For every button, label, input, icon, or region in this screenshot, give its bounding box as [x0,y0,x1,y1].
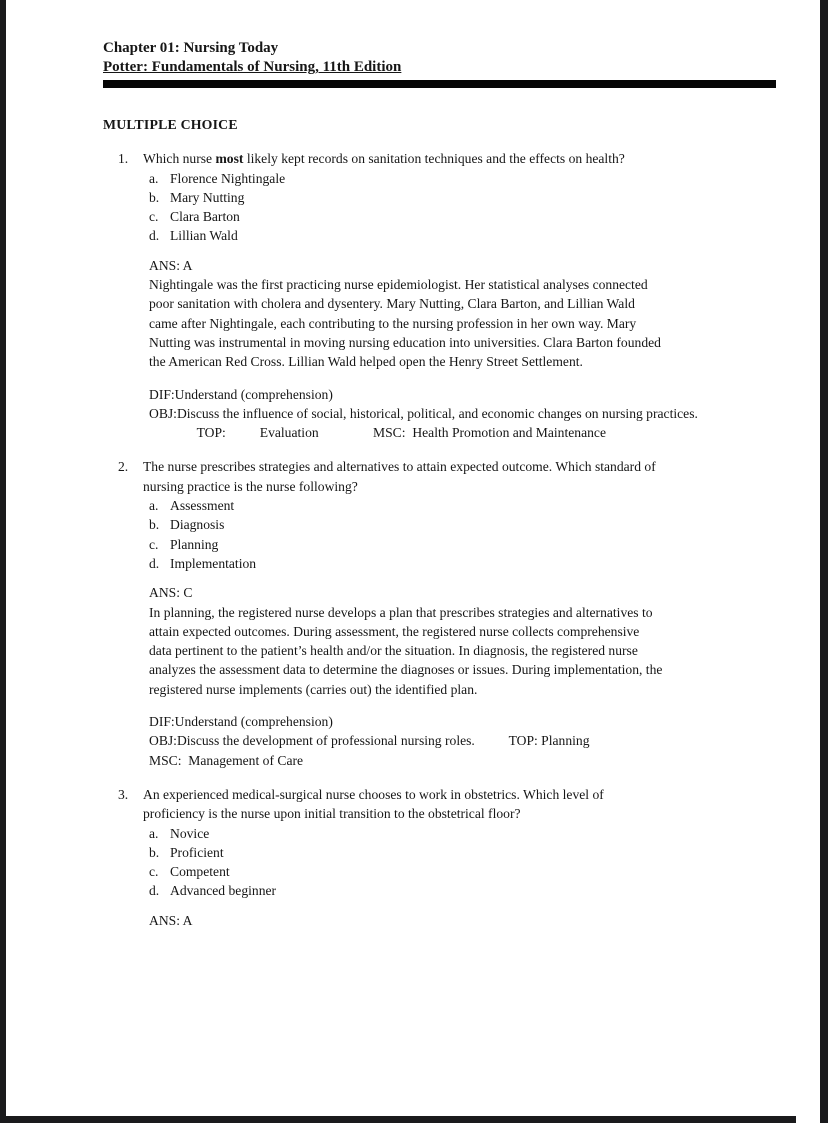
stem-text: The nurse prescribes strategies and alternatives to attain expected outcome. Which standard of [143,459,656,475]
option-text: Mary Nutting [170,189,245,205]
answer-label: ANS: C [149,585,193,601]
answer-block [149,256,776,372]
stem-text: proficiency is the nurse upon initial transition to the obstetrical floor? [143,806,521,822]
rationale-line: Nightingale was the first practicing nurse epidemiologist. Her statistical analyses connected [149,277,648,293]
book-title: Potter: Fundamentals of Nursing, 11th Edition [103,59,402,75]
option-letter: c. [149,864,159,880]
option-row [149,169,776,188]
rationale-text [149,603,776,699]
rationale-line: registered nurse implements (carries out) the identified plan. [149,681,478,697]
rationale-line: the American Red Cross. Lillian Wald helped open the Henry Street Settlement. [149,354,583,370]
meta-line-obj: OBJ:Discuss the influence of social, historical, political, and economic changes on nursing practices. [149,405,698,421]
rationale-line: poor sanitation with cholera and dysentery. Mary Nutting, Clara Barton, and Lillian Wald [149,296,635,312]
meta-line-dif: DIF:Understand (comprehension) [149,386,333,402]
question-metadata [149,712,776,770]
chapter-title: Chapter 01: Nursing Today [103,40,279,56]
answer-block [149,583,776,699]
rationale-line: came after Nightingale, each contributing to the nursing profession in her own way. Mary [149,315,637,331]
meta-line-obj-top: OBJ:Discuss the development of professional nursing roles. TOP: Planning [149,733,590,749]
option-row [149,554,776,573]
question-stem [143,457,743,496]
option-list [103,496,776,573]
option-row [149,188,776,207]
option-text: Assessment [170,498,235,514]
rationale-line: analyzes the assessment data to determine the diagnoses or issues. During implementation, the [149,662,663,678]
option-text: Proficient [170,844,224,860]
rationale-line: attain expected outcomes. During assessment, the registered nurse collects comprehensive [149,623,640,639]
option-letter: a. [149,825,159,841]
scan-edge-left [0,0,6,1123]
section-heading: MULTIPLE CHOICE [103,117,238,132]
stem-bold-text: most [215,151,244,167]
question-stem [143,149,743,168]
title-divider-rule [103,80,776,88]
stem-text: Which nurse [143,151,216,167]
scan-edge-right [820,0,828,1123]
question-stem [143,785,743,824]
question-metadata [149,385,776,443]
option-letter: c. [149,209,159,225]
option-row [149,843,776,862]
option-letter: a. [149,170,159,186]
meta-line-dif: DIF:Understand (comprehension) [149,714,333,730]
option-letter: a. [149,498,159,514]
option-letter: b. [149,844,160,860]
option-row [149,824,776,843]
document-page [103,39,776,930]
answer-label: ANS: A [149,257,193,273]
option-list [103,169,776,246]
rationale-line: In planning, the registered nurse develops a plan that prescribes strategies and alternatives to [149,604,653,620]
option-row [149,515,776,534]
stem-text: nursing practice is the nurse following? [143,478,358,494]
rationale-text [149,275,776,371]
answer-block [149,911,776,930]
option-text: Florence Nightingale [170,170,286,186]
meta-line-top-msc: TOP: Evaluation MSC: Health Promotion and Maintenance [149,425,606,441]
option-row [149,881,776,900]
option-row [149,535,776,554]
question-item-1 [103,149,776,442]
option-letter: c. [149,536,159,552]
option-row [149,496,776,515]
stem-text: likely kept records on sanitation techniques and the effects on health? [243,151,625,167]
option-letter: d. [149,555,160,571]
stem-text: An experienced medical-surgical nurse chooses to work in obstetrics. Which level of [143,786,604,802]
option-row [149,207,776,226]
option-text: Novice [170,825,210,841]
option-row [149,862,776,881]
option-letter: d. [149,228,160,244]
option-text: Implementation [170,555,257,571]
question-number: 1. [118,151,129,167]
option-text: Competent [170,864,230,880]
meta-line-msc: MSC: Management of Care [149,752,304,768]
option-letter: d. [149,883,160,899]
rationale-line: Nutting was instrumental in moving nursing education into universities. Clara Barton founded [149,334,661,350]
question-item-2 [103,457,776,769]
rationale-line: data pertinent to the patient’s health and/or the situation. In diagnosis, the registered nurse [149,643,638,659]
option-text: Advanced beginner [170,883,277,899]
option-letter: b. [149,189,160,205]
option-text: Planning [170,536,219,552]
page-header [103,39,776,88]
option-text: Lillian Wald [170,228,238,244]
option-text: Diagnosis [170,517,225,533]
option-row [149,226,776,245]
question-number: 2. [118,459,129,475]
question-item-3 [103,785,776,930]
answer-label: ANS: A [149,912,193,928]
option-letter: b. [149,517,160,533]
option-list [103,824,776,901]
option-text: Clara Barton [170,209,240,225]
scan-edge-bottom [0,1116,796,1123]
question-number: 3. [118,786,129,802]
